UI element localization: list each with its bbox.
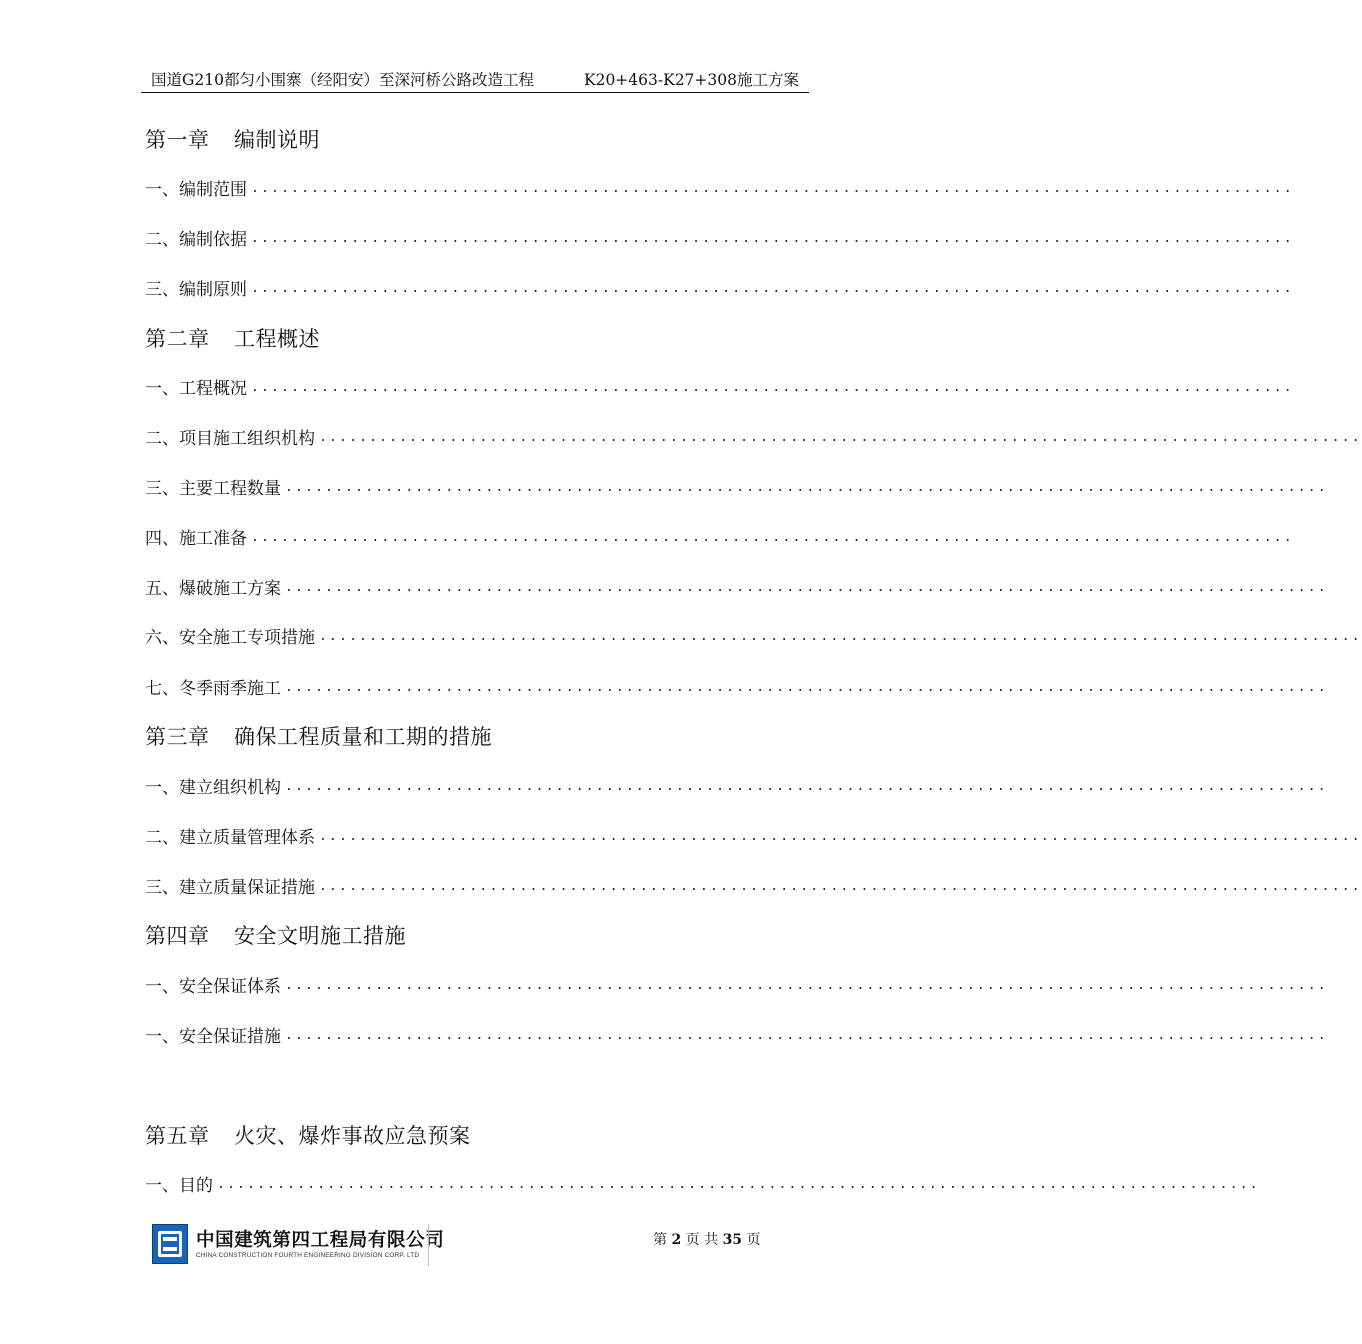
toc-entry-label: 三、建立质量保证措施 xyxy=(145,878,315,898)
dot-leader: ........................................................................................................ xyxy=(285,779,1328,794)
toc-entry-label: 四、施工准备 xyxy=(145,529,247,549)
toc-entry-label: 三、主要工程数量 xyxy=(145,479,281,499)
toc-entry[interactable] xyxy=(145,425,1362,449)
chapter-title: 工程概述 xyxy=(234,327,320,351)
chapter-number: 第四章 xyxy=(145,924,210,948)
dot-leader: ........................................................................................................ xyxy=(319,829,1362,844)
dot-leader: ........................................................................................................ xyxy=(319,430,1362,445)
company-logo xyxy=(150,1222,445,1266)
toc-entry[interactable] xyxy=(145,525,1294,549)
toc-entry-label: 二、建立质量管理体系 xyxy=(145,828,315,848)
cscec-logo-icon xyxy=(152,1224,188,1264)
toc-entry[interactable] xyxy=(145,375,1294,399)
toc-entry[interactable] xyxy=(145,226,1294,250)
chapter-title: 确保工程质量和工期的措施 xyxy=(234,725,492,749)
footer-divider xyxy=(428,1224,429,1266)
page-prefix: 第 xyxy=(653,1232,667,1248)
dot-leader: ........................................................................................................ xyxy=(251,281,1294,296)
chapter-number: 第一章 xyxy=(145,128,210,152)
toc-entry-label: 一、工程概况 xyxy=(145,379,247,399)
chapter-heading[interactable] xyxy=(145,721,492,751)
toc-entry-label: 一、建立组织机构 xyxy=(145,778,281,798)
chapter-heading[interactable] xyxy=(145,920,406,950)
dot-leader: ........................................................................................................ xyxy=(319,629,1362,644)
chapter-heading[interactable] xyxy=(145,1120,471,1150)
toc-entry[interactable] xyxy=(145,624,1362,648)
dot-leader: ........................................................................................................ xyxy=(285,580,1328,595)
toc-entry-label: 一、安全保证措施 xyxy=(145,1027,281,1047)
dot-leader: ........................................................................................................ xyxy=(285,480,1328,495)
toc-entry[interactable] xyxy=(145,475,1328,499)
page-current: 2 xyxy=(671,1232,682,1248)
dot-leader: ........................................................................................................ xyxy=(285,978,1328,993)
chapter-number: 第二章 xyxy=(145,327,210,351)
page-middle: 页 共 xyxy=(685,1232,719,1248)
chapter-title: 编制说明 xyxy=(234,128,320,152)
toc-entry-label: 五、爆破施工方案 xyxy=(145,579,281,599)
chapter-title: 火灾、爆炸事故应急预案 xyxy=(234,1124,471,1148)
toc-entry[interactable] xyxy=(145,675,1328,699)
dot-leader: ........................................................................................................ xyxy=(217,1177,1260,1192)
chapter-number: 第五章 xyxy=(145,1124,210,1148)
toc-entry[interactable] xyxy=(145,874,1362,898)
toc-entry[interactable] xyxy=(145,973,1328,997)
toc-entry[interactable] xyxy=(145,824,1362,848)
toc-entry-label: 一、目的 xyxy=(145,1176,213,1196)
header-project-title: 国道G210都匀小围寨（经阳安）至深河桥公路改造工程 xyxy=(151,71,534,89)
page-suffix: 页 xyxy=(746,1232,761,1248)
company-name-cn: 中国建筑第四工程局有限公司 xyxy=(196,1230,445,1251)
dot-leader: ........................................................................................................ xyxy=(285,1028,1328,1043)
chapter-heading[interactable] xyxy=(145,323,320,353)
toc-entry[interactable] xyxy=(145,276,1294,300)
dot-leader: ........................................................................................................ xyxy=(251,380,1294,395)
toc-entry[interactable] xyxy=(145,1172,1260,1196)
dot-leader: ........................................................................................................ xyxy=(251,530,1294,545)
chapter-number: 第三章 xyxy=(145,725,210,749)
chapter-heading[interactable] xyxy=(145,124,320,154)
header-document-title: K20+463-K27+308施工方案 xyxy=(584,71,799,89)
dot-leader: ........................................................................................................ xyxy=(251,181,1294,196)
toc-entry-label: 一、安全保证体系 xyxy=(145,977,281,997)
company-name-en: CHINA CONSTRUCTION FOURTH ENGINEERING DIVISION CORP. LTD xyxy=(196,1252,420,1259)
toc-entry-label: 六、安全施工专项措施 xyxy=(145,628,315,648)
toc-entry-label: 一、编制范围 xyxy=(145,180,247,200)
dot-leader: ........................................................................................................ xyxy=(319,879,1362,894)
chapter-title: 安全文明施工措施 xyxy=(234,924,406,948)
dot-leader: ........................................................................................................ xyxy=(251,231,1294,246)
toc-entry[interactable] xyxy=(145,176,1294,200)
toc-entry-label: 二、项目施工组织机构 xyxy=(145,429,315,449)
page-total: 35 xyxy=(722,1232,743,1248)
toc-entry[interactable] xyxy=(145,1023,1328,1047)
toc-entry[interactable] xyxy=(145,774,1328,798)
toc-entry-label: 七、冬季雨季施工 xyxy=(145,679,281,699)
toc-entry-label: 三、编制原则 xyxy=(145,280,247,300)
toc-entry-label: 二、编制依据 xyxy=(145,230,247,250)
toc-entry[interactable] xyxy=(145,575,1328,599)
dot-leader: ........................................................................................................ xyxy=(285,680,1328,695)
page-number xyxy=(653,1229,761,1249)
